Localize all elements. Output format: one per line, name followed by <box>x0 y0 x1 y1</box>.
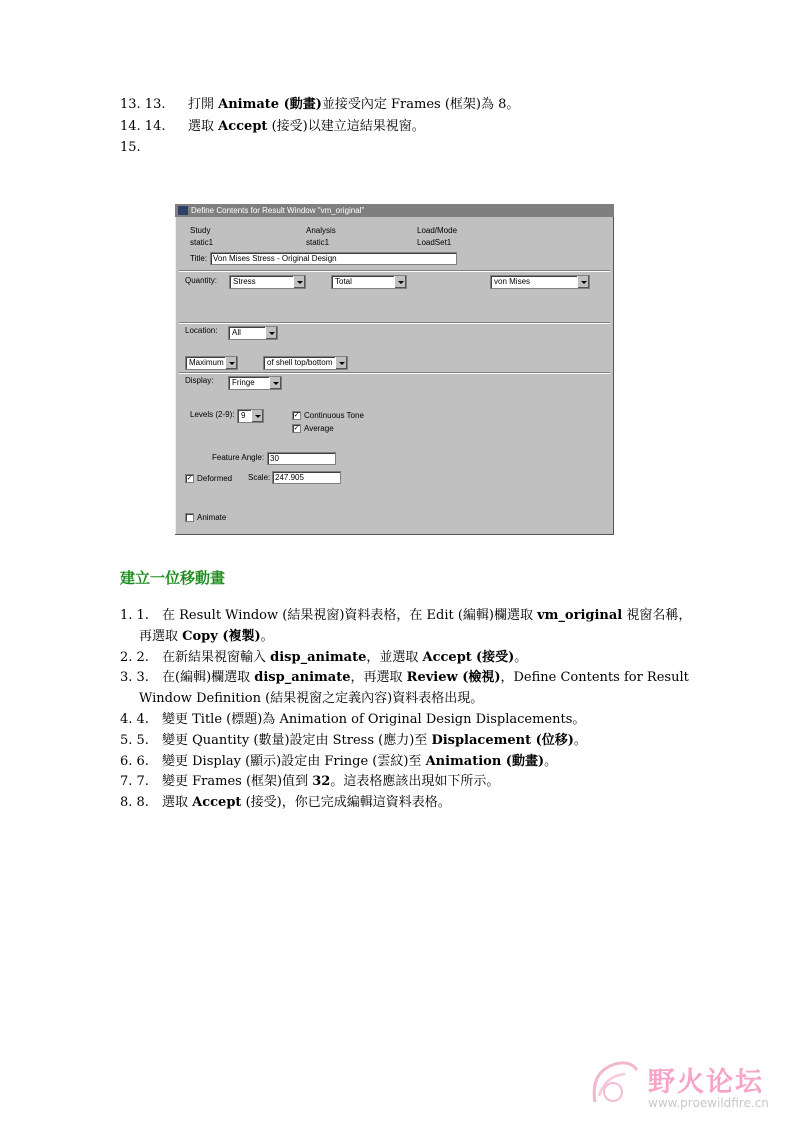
deformed-label: Deformed <box>197 474 233 483</box>
steps-text: ，Define Contents for Result <box>500 670 689 685</box>
result-window-dialog <box>175 204 614 535</box>
intro_steps-line <box>120 96 519 114</box>
steps-number: 8. 8. <box>120 795 149 810</box>
deformed-checkbox[interactable]: ✓ <box>186 475 193 482</box>
levels-select[interactable] <box>237 409 264 423</box>
chevron-down-icon[interactable] <box>293 276 305 288</box>
steps-line <box>120 773 499 791</box>
steps-text: Displacement (位移) <box>431 733 574 748</box>
dialog-title: Define Contents for Result Window "vm_original" <box>191 206 365 215</box>
scale-input[interactable]: 247.905 <box>272 471 341 484</box>
component-select-value: Total <box>335 277 352 286</box>
steps-text: 變更 Quantity (數量)設定由 Stress (應力)至 <box>162 733 432 748</box>
steps-text: 再選取 <box>139 629 183 644</box>
intro_steps-text: Animate (動畫) <box>218 97 322 112</box>
loadmode-label: Load/Mode <box>417 226 458 235</box>
steps-text: disp_animate <box>254 670 351 685</box>
steps-text: ，並選取 <box>366 650 423 665</box>
intro_steps-line <box>120 118 425 136</box>
steps-text: Accept <box>422 650 472 665</box>
location-label: Location: <box>185 326 218 335</box>
steps-line <box>120 732 587 750</box>
steps-number: 2. 2. <box>120 650 149 665</box>
stress-type-select-value: von Mises <box>494 277 531 286</box>
steps-text: vm_original <box>537 608 623 623</box>
divider <box>179 372 610 374</box>
maximum-select[interactable] <box>185 356 238 370</box>
steps-line <box>120 669 689 687</box>
steps-text: 視窗名稱， <box>622 608 692 623</box>
steps-number: 4. 4. <box>120 712 149 727</box>
intro_steps-text: 選取 <box>188 119 219 134</box>
steps-line <box>120 794 451 812</box>
steps-text: 變更 Display (顯示)設定由 Fringe (雲紋)至 <box>162 754 426 769</box>
title-label: Title: <box>190 254 208 263</box>
steps-text: Copy (複製) <box>182 629 261 644</box>
steps-line <box>139 690 483 708</box>
chevron-down-icon[interactable] <box>225 357 237 369</box>
steps-text: 。 <box>260 629 274 644</box>
intro_steps-number: 14. 14. <box>120 119 166 134</box>
steps-text: 。這表格應該出現如下所示。 <box>330 774 500 789</box>
steps-text: 在 Result Window (結果視窗)資料表格，在 Edit (編輯)欄選取 <box>162 608 538 623</box>
steps-number: 3. 3. <box>120 670 149 685</box>
steps-text: ，再選取 <box>350 670 407 685</box>
animate-checkbox[interactable] <box>185 513 194 522</box>
steps-text: 。 <box>514 650 528 665</box>
steps-text: 32 <box>312 774 331 789</box>
watermark-logo-icon <box>585 1052 645 1117</box>
chevron-down-icon[interactable] <box>394 276 406 288</box>
dialog-titlebar <box>175 204 614 217</box>
chevron-down-icon[interactable] <box>269 377 281 389</box>
watermark-url: www.proewildfire.cn <box>648 1096 769 1110</box>
study-value: static1 <box>190 238 214 247</box>
analysis-label: Analysis <box>306 226 336 235</box>
quantity-label: Quantity: <box>185 276 218 285</box>
steps-line <box>120 753 557 771</box>
steps-text: Animation (動畫) <box>425 754 545 769</box>
section-heading: 建立一位移動畫 <box>120 569 226 587</box>
steps-number: 7. 7. <box>120 774 149 789</box>
steps-number: 1. 1. <box>120 608 149 623</box>
steps-line <box>120 711 585 729</box>
steps-line <box>120 649 527 667</box>
component-select[interactable] <box>331 275 407 289</box>
steps-text: Accept <box>192 795 242 810</box>
steps-number: 6. 6. <box>120 754 149 769</box>
watermark-name: 野火论坛 <box>648 1067 764 1098</box>
steps-line <box>120 607 691 625</box>
chevron-down-icon[interactable] <box>335 357 347 369</box>
feature-angle-input[interactable]: 30 <box>267 452 336 465</box>
steps-text: disp_animate <box>270 650 367 665</box>
continuous-tone-label: Continuous Tone <box>304 411 364 420</box>
intro_steps-text: Accept <box>218 119 268 134</box>
steps-text: 在新結果視窗輸入 <box>162 650 271 665</box>
scale-label: Scale: <box>248 473 271 482</box>
steps-text: Window Definition (結果視窗之定義內容)資料表格出現。 <box>139 691 484 706</box>
levels-select-value: 9 <box>241 411 246 420</box>
steps-number: 5. 5. <box>120 733 149 748</box>
levels-label: Levels (2-9): <box>190 410 235 419</box>
quantity-select[interactable] <box>229 275 306 289</box>
maximum-select-value: Maximum <box>189 358 224 367</box>
chevron-down-icon[interactable] <box>265 327 277 339</box>
intro_steps-text: 打開 <box>188 97 219 112</box>
animate-label: Animate <box>197 513 227 522</box>
location-select-value: All <box>232 328 241 337</box>
steps-text: 選取 <box>162 795 193 810</box>
intro_steps-number: 13. 13. <box>120 97 166 112</box>
average-checkbox[interactable]: ✓ <box>293 425 300 432</box>
chevron-down-icon[interactable] <box>577 276 589 288</box>
divider <box>179 322 610 324</box>
steps-text: 在(編輯)欄選取 <box>162 670 255 685</box>
steps-text: (接受)，你已完成編輯這資料表格。 <box>241 795 451 810</box>
steps-text: (接受) <box>475 650 515 665</box>
shell-select[interactable] <box>263 356 348 370</box>
continuous-tone-checkbox[interactable]: ✓ <box>293 412 300 419</box>
feature-angle-label: Feature Angle: <box>212 453 265 462</box>
display-select[interactable] <box>228 376 282 390</box>
analysis-value: static1 <box>306 238 330 247</box>
steps-text: 。 <box>544 754 558 769</box>
location-select[interactable] <box>228 326 278 340</box>
intro_steps-line <box>120 139 188 157</box>
display-select-value: Fringe <box>232 378 255 387</box>
divider <box>179 270 610 272</box>
intro_steps-text: (接受)以建立這結果視窗。 <box>267 119 425 134</box>
stress-type-select[interactable] <box>490 275 590 289</box>
steps-text: Review (檢視) <box>406 670 501 685</box>
steps-text: 。 <box>573 733 587 748</box>
intro_steps-text: 並接受內定 Frames (框架)為 8。 <box>321 97 520 112</box>
steps-text: 變更 Frames (框架)值到 <box>162 774 313 789</box>
display-label: Display: <box>185 376 214 385</box>
steps-text: 變更 Title (標題)為 Animation of Original Design Displacements。 <box>162 712 586 727</box>
app-icon <box>178 206 188 215</box>
intro_steps-number: 15. <box>120 140 141 155</box>
study-label: Study <box>190 226 211 235</box>
shell-select-value: of shell top/bottom <box>267 358 333 367</box>
title-input[interactable]: Von Mises Stress - Original Design <box>210 252 457 265</box>
quantity-select-value: Stress <box>233 277 256 286</box>
steps-line <box>139 628 274 646</box>
loadmode-value: LoadSet1 <box>417 238 452 247</box>
average-label: Average <box>304 424 334 433</box>
chevron-down-icon[interactable] <box>251 410 263 422</box>
